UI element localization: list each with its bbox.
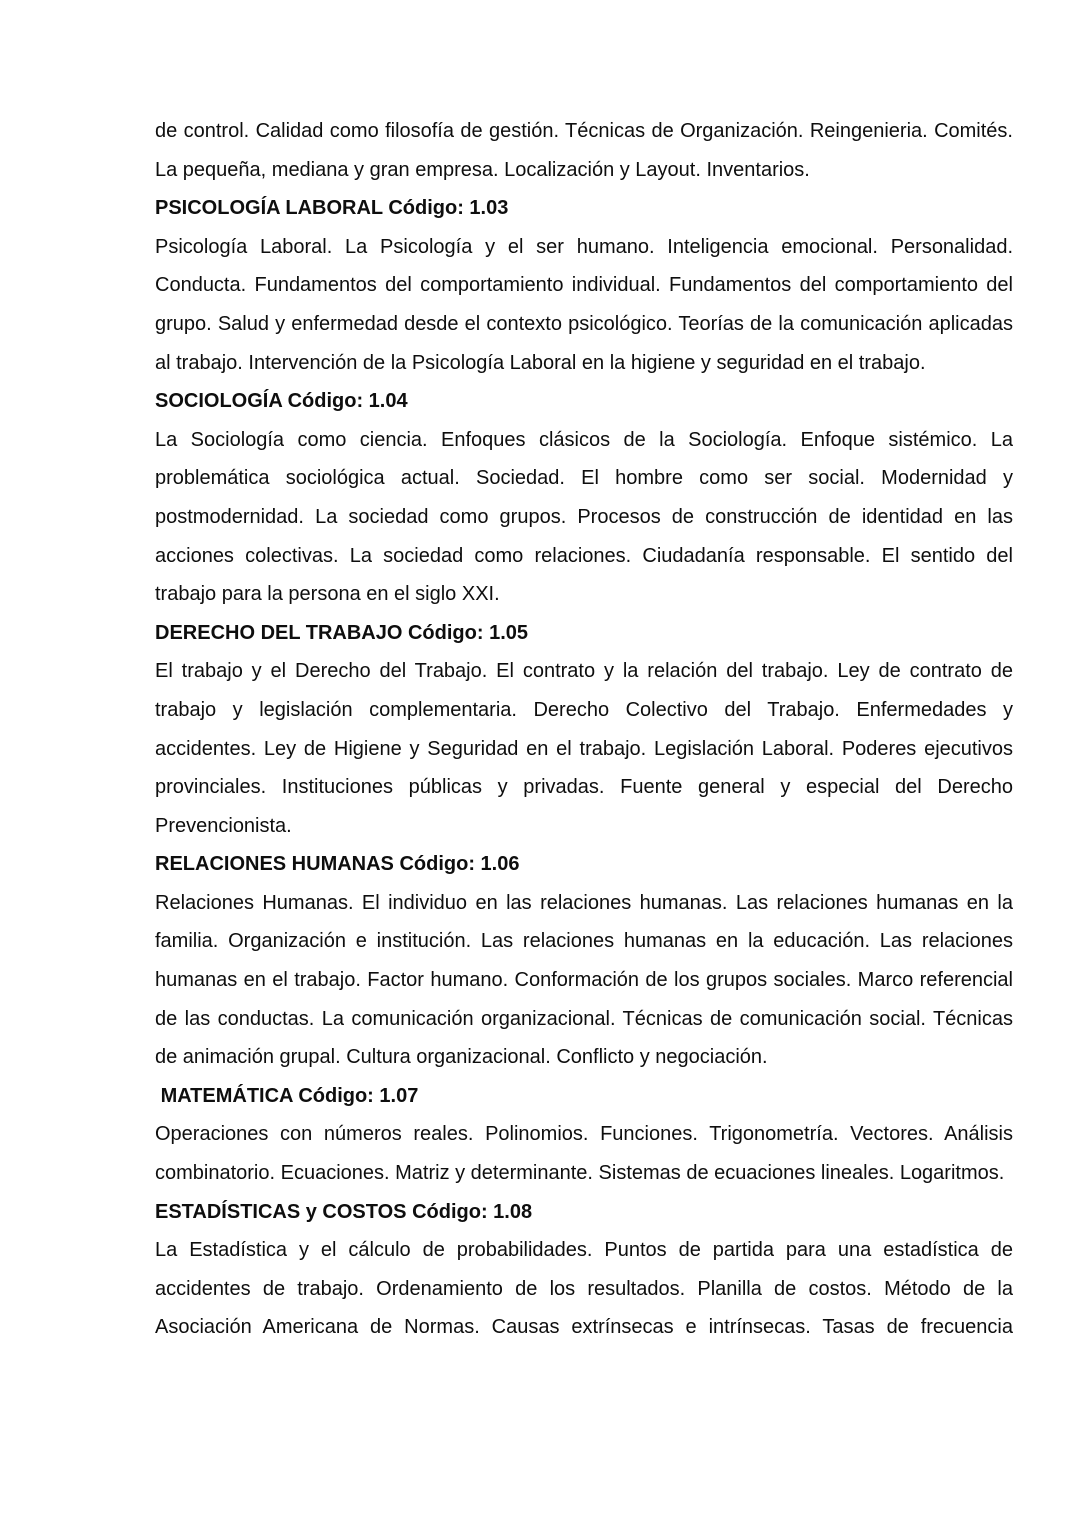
course-heading: SOCIOLOGÍA Código: 1.04 — [155, 390, 408, 413]
course-description: Relaciones Humanas. El individuo en las relaciones humanas. Las relaciones humanas en la familia. Organización e institución. Las relaciones humanas en la educación. Las relaciones humanas en el trabajo. Factor humano. Conformación de los grupos sociales. Marco referencial de las conductas. La comunicación organizacional. Técnicas de comunicación social. Técnicas de animación grupal. Cultura organizacional. Conflicto y negociación. — [155, 891, 1013, 1069]
course-section — [155, 1077, 1013, 1193]
course-section — [155, 614, 1013, 846]
course-heading: RELACIONES HUMANAS Código: 1.06 — [155, 853, 520, 876]
course-description: de control. Calidad como filosofía de gestión. Técnicas de Organización. Reingenieria. Comités. La pequeña, mediana y gran empresa. Localización y Layout. Inventarios. — [155, 120, 1013, 181]
course-section — [155, 189, 1013, 382]
course-description: El trabajo y el Derecho del Trabajo. El contrato y la relación del trabajo. Ley de contrato de trabajo y legislación complementaria. Derecho Colectivo del Trabajo. Enfermedades y accidentes. Ley de Higiene y Seguridad en el trabajo. Legislación Laboral. Poderes ejecutivos provinciales. Instituciones públicas y privadas. Fuente general y especial del Derecho Prevencionista. — [155, 660, 1013, 837]
course-description: Operaciones con números reales. Polinomios. Funciones. Trigonometría. Vectores. Análisis combinatorio. Ecuaciones. Matriz y determinante. Sistemas de ecuaciones lineales. Logaritmos. — [155, 1123, 1013, 1185]
course-heading: DERECHO DEL TRABAJO Código: 1.05 — [155, 621, 528, 644]
course-section — [155, 1193, 1013, 1347]
sections — [155, 112, 1013, 1347]
course-heading: MATEMÁTICA Código: 1.07 — [155, 1084, 419, 1107]
course-section — [155, 845, 1013, 1077]
course-description: La Estadística y el cálculo de probabilidades. Puntos de partida para una estadística de accidentes de trabajo. Ordenamiento de los resultados. Planilla de costos. Método de la Asociación Americana de Normas. Causas extrínsecas e intrínsecas. Tasas de frecuencia — [155, 1239, 1013, 1339]
course-section — [155, 112, 1013, 189]
course-section — [155, 382, 1013, 614]
course-heading: PSICOLOGÍA LABORAL Código: 1.03 — [155, 197, 509, 220]
course-description: La Sociología como ciencia. Enfoques clásicos de la Sociología. Enfoque sistémico. La problemática sociológica actual. Sociedad. El hombre como ser social. Modernidad y postmodernidad. La sociedad como grupos. Procesos de construcción de identidad en las acciones colectivas. La sociedad como relaciones. Ciudadanía responsable. El sentido del trabajo para la persona en el siglo XXI. — [155, 428, 1013, 606]
course-heading: ESTADÍSTICAS y COSTOS Código: 1.08 — [155, 1200, 533, 1223]
course-description: Psicología Laboral. La Psicología y el ser humano. Inteligencia emocional. Personalidad. Conducta. Fundamentos del comportamiento individual. Fundamentos del comportamiento del grupo. Salud y enfermedad desde el contexto psicológico. Teorías de la comunicación aplicadas al trabajo. Intervención de la Psicología Laboral en la higiene y seguridad en el trabajo. — [155, 235, 1013, 374]
